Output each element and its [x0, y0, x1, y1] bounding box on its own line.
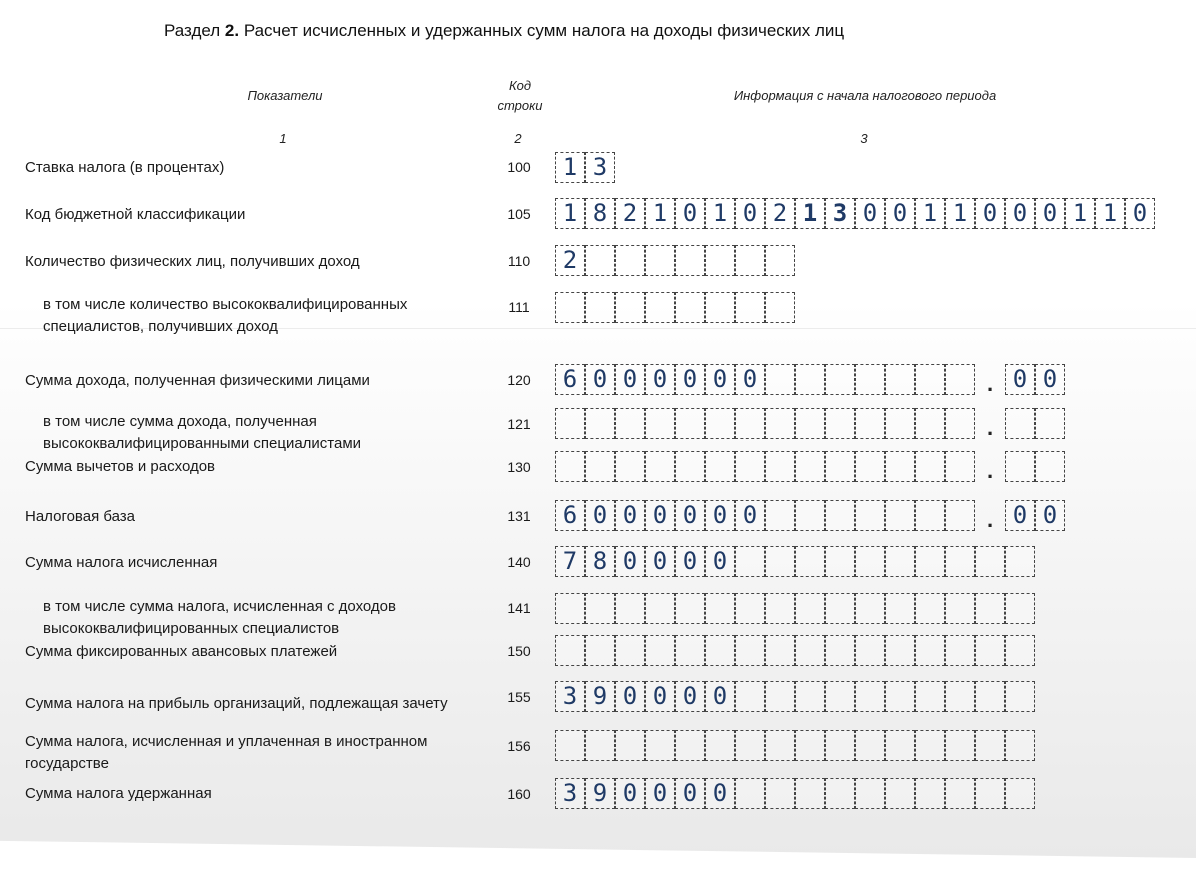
char-cell[interactable] — [1035, 408, 1065, 439]
char-cell[interactable] — [555, 408, 585, 439]
row-code-156: 156 — [507, 738, 531, 754]
char-cell[interactable] — [795, 778, 825, 809]
char-cell[interactable] — [885, 500, 915, 531]
char-cell[interactable] — [825, 546, 855, 577]
row-label-155: Сумма налога на прибыль организаций, подлежащая зачету — [25, 695, 448, 712]
char-cell[interactable]: 0 — [1005, 500, 1035, 531]
char-cell[interactable] — [915, 364, 945, 395]
char-cell[interactable] — [1005, 593, 1035, 624]
char-cell[interactable] — [975, 593, 1005, 624]
char-cell[interactable] — [615, 593, 645, 624]
char-cell[interactable] — [825, 730, 855, 761]
char-cell[interactable] — [765, 730, 795, 761]
char-cell[interactable] — [885, 635, 915, 666]
row-cells-160 — [555, 778, 1035, 809]
char-cell[interactable] — [825, 635, 855, 666]
decimal-point: . — [986, 371, 994, 396]
char-cell[interactable]: 0 — [855, 198, 885, 229]
char-cell[interactable] — [855, 408, 885, 439]
char-cell[interactable]: 0 — [645, 778, 675, 809]
char-cell[interactable] — [795, 451, 825, 482]
char-cell[interactable]: 3 — [555, 681, 585, 712]
char-cell[interactable] — [1005, 778, 1035, 809]
char-cell[interactable] — [915, 635, 945, 666]
char-cell[interactable] — [645, 730, 675, 761]
char-cell[interactable] — [645, 292, 675, 323]
char-cell[interactable] — [705, 245, 735, 276]
char-cell[interactable] — [705, 730, 735, 761]
char-cell[interactable]: 1 — [555, 198, 585, 229]
row-code-140: 140 — [507, 554, 531, 570]
row-code-141: 141 — [507, 600, 531, 616]
row-code-110: 110 — [507, 253, 531, 269]
char-cell[interactable] — [735, 451, 765, 482]
char-cell[interactable] — [825, 778, 855, 809]
char-cell[interactable]: 0 — [645, 546, 675, 577]
char-cell[interactable] — [1005, 635, 1035, 666]
row-code-160: 160 — [507, 786, 531, 802]
char-cell[interactable] — [945, 635, 975, 666]
char-cell[interactable] — [645, 451, 675, 482]
char-cell[interactable] — [585, 408, 615, 439]
char-cell[interactable] — [615, 635, 645, 666]
char-cell[interactable]: 1 — [645, 198, 675, 229]
char-cell[interactable]: 0 — [705, 546, 735, 577]
char-cell[interactable]: 0 — [1035, 500, 1065, 531]
char-cell[interactable]: 6 — [555, 500, 585, 531]
char-cell[interactable] — [855, 546, 885, 577]
char-cell[interactable] — [945, 364, 975, 395]
char-cell[interactable] — [795, 635, 825, 666]
char-cell[interactable] — [585, 292, 615, 323]
char-cell[interactable] — [735, 635, 765, 666]
char-cell[interactable] — [975, 546, 1005, 577]
char-cell[interactable] — [585, 635, 615, 666]
row-label-160: Сумма налога удержанная — [25, 785, 212, 802]
char-cell[interactable]: 0 — [705, 778, 735, 809]
char-cell[interactable]: 0 — [675, 500, 705, 531]
char-cell[interactable] — [735, 778, 765, 809]
char-cell[interactable] — [555, 730, 585, 761]
char-cell[interactable] — [915, 730, 945, 761]
char-cell[interactable] — [735, 546, 765, 577]
char-cell[interactable] — [915, 408, 945, 439]
row-label-131: Налоговая база — [25, 508, 135, 525]
char-cell[interactable] — [765, 292, 795, 323]
header-indicators: Показатели — [247, 88, 323, 103]
decimal-point: . — [986, 507, 994, 532]
char-cell[interactable]: 0 — [1035, 198, 1065, 229]
char-cell[interactable] — [735, 593, 765, 624]
char-cell[interactable] — [735, 408, 765, 439]
decimal-point: . — [986, 458, 994, 483]
char-cell[interactable]: 0 — [615, 364, 645, 395]
header-num-2: 2 — [514, 131, 522, 146]
char-cell[interactable]: 1 — [945, 198, 975, 229]
char-cell[interactable]: 0 — [1035, 364, 1065, 395]
char-cell[interactable] — [885, 546, 915, 577]
row-code-155: 155 — [507, 689, 531, 705]
row-cells-105 — [555, 198, 1155, 229]
row-cells-140 — [555, 546, 1035, 577]
char-cell[interactable] — [765, 245, 795, 276]
char-cell[interactable]: 0 — [615, 681, 645, 712]
char-cell[interactable] — [585, 245, 615, 276]
char-cell[interactable] — [555, 593, 585, 624]
char-cell[interactable]: 8 — [585, 198, 615, 229]
char-cell[interactable]: 3 — [555, 778, 585, 809]
char-cell[interactable] — [915, 778, 945, 809]
char-cell[interactable]: 3 — [825, 198, 855, 229]
char-cell[interactable]: 9 — [585, 681, 615, 712]
char-cell[interactable]: 1 — [1095, 198, 1125, 229]
char-cell[interactable] — [945, 681, 975, 712]
char-cell[interactable]: 7 — [555, 546, 585, 577]
char-cell[interactable]: 0 — [675, 778, 705, 809]
char-cell[interactable] — [705, 635, 735, 666]
char-cell[interactable] — [735, 681, 765, 712]
char-cell[interactable]: 1 — [1065, 198, 1095, 229]
char-cell[interactable] — [855, 364, 885, 395]
char-cell[interactable] — [855, 593, 885, 624]
char-cell[interactable] — [945, 546, 975, 577]
char-cell[interactable] — [825, 408, 855, 439]
char-cell[interactable] — [705, 408, 735, 439]
char-cell[interactable]: 0 — [675, 546, 705, 577]
char-cell[interactable] — [555, 451, 585, 482]
char-cell[interactable] — [615, 245, 645, 276]
row-label-121: в том числе сумма дохода, полученная высококвалифицированными специалистами — [43, 413, 362, 452]
char-cell[interactable] — [705, 593, 735, 624]
row-cells-141 — [555, 593, 1035, 624]
char-cell[interactable] — [855, 635, 885, 666]
row-cells-110 — [555, 245, 795, 276]
char-cell[interactable]: 0 — [885, 198, 915, 229]
row-code-111: 111 — [508, 299, 530, 315]
char-cell[interactable]: 3 — [585, 152, 615, 183]
char-cell[interactable]: 1 — [555, 152, 585, 183]
row-code-130: 130 — [507, 459, 531, 475]
char-cell[interactable] — [765, 500, 795, 531]
char-cell[interactable] — [1005, 546, 1035, 577]
char-cell[interactable] — [915, 451, 945, 482]
char-cell[interactable]: 2 — [615, 198, 645, 229]
char-cell[interactable] — [615, 408, 645, 439]
char-cell[interactable]: 0 — [675, 364, 705, 395]
char-cell[interactable] — [705, 451, 735, 482]
char-cell[interactable] — [825, 593, 855, 624]
row-code-150: 150 — [507, 643, 531, 659]
row-code-121: 121 — [507, 416, 531, 432]
row-cells-111 — [555, 292, 795, 323]
section-title: Раздел 2. Расчет исчисленных и удержанных сумм налога на доходы физических лиц — [164, 21, 845, 40]
row-label-110: Количество физических лиц, получивших доход — [25, 253, 360, 270]
row-label-150: Сумма фиксированных авансовых платежей — [25, 643, 338, 660]
char-cell[interactable] — [645, 245, 675, 276]
row-label-105: Код бюджетной классификации — [25, 206, 246, 223]
char-cell[interactable] — [675, 292, 705, 323]
row-code-120: 120 — [507, 372, 531, 388]
char-cell[interactable] — [945, 593, 975, 624]
char-cell[interactable]: 0 — [675, 198, 705, 229]
char-cell[interactable] — [615, 292, 645, 323]
char-cell[interactable] — [855, 778, 885, 809]
decimal-point: . — [986, 415, 994, 440]
char-cell[interactable] — [915, 546, 945, 577]
char-cell[interactable]: 2 — [765, 198, 795, 229]
char-cell[interactable]: 0 — [615, 546, 645, 577]
char-cell[interactable] — [765, 546, 795, 577]
row-cells-155 — [555, 681, 1035, 712]
char-cell[interactable] — [585, 730, 615, 761]
char-cell[interactable] — [765, 451, 795, 482]
row-cells-120 — [555, 364, 1065, 395]
char-cell[interactable] — [855, 730, 885, 761]
char-cell[interactable] — [945, 778, 975, 809]
char-cell[interactable] — [795, 681, 825, 712]
char-cell[interactable] — [1005, 681, 1035, 712]
char-cell[interactable] — [645, 635, 675, 666]
char-cell[interactable] — [1005, 730, 1035, 761]
char-cell[interactable] — [945, 730, 975, 761]
char-cell[interactable] — [765, 635, 795, 666]
char-cell[interactable]: 8 — [585, 546, 615, 577]
char-cell[interactable]: 0 — [645, 364, 675, 395]
row-cells-121 — [555, 408, 1065, 439]
char-cell[interactable] — [885, 364, 915, 395]
char-cell[interactable] — [915, 681, 945, 712]
char-cell[interactable] — [765, 593, 795, 624]
char-cell[interactable]: 0 — [705, 681, 735, 712]
char-cell[interactable]: 0 — [645, 681, 675, 712]
char-cell[interactable]: 0 — [675, 681, 705, 712]
header-code-line2: строки — [497, 98, 543, 113]
char-cell[interactable] — [1035, 451, 1065, 482]
char-cell[interactable] — [735, 245, 765, 276]
char-cell[interactable] — [855, 500, 885, 531]
char-cell[interactable]: 0 — [735, 500, 765, 531]
char-cell[interactable] — [885, 681, 915, 712]
char-cell[interactable] — [615, 730, 645, 761]
char-cell[interactable] — [975, 681, 1005, 712]
char-cell[interactable] — [945, 500, 975, 531]
char-cell[interactable]: 0 — [1005, 198, 1035, 229]
char-cell[interactable]: 0 — [1125, 198, 1155, 229]
char-cell[interactable] — [885, 408, 915, 439]
char-cell[interactable] — [645, 593, 675, 624]
char-cell[interactable] — [675, 451, 705, 482]
row-cells-131 — [555, 500, 1065, 531]
char-cell[interactable] — [975, 635, 1005, 666]
char-cell[interactable] — [885, 593, 915, 624]
char-cell[interactable] — [885, 451, 915, 482]
row-code-100: 100 — [507, 159, 531, 175]
row-label-111: в том числе количество высококвалифицированных специалистов, получивших доход — [43, 296, 408, 335]
char-cell[interactable]: 0 — [615, 778, 645, 809]
char-cell[interactable] — [765, 778, 795, 809]
char-cell[interactable] — [645, 408, 675, 439]
header-num-1: 1 — [279, 131, 287, 146]
char-cell[interactable] — [675, 635, 705, 666]
char-cell[interactable]: 0 — [975, 198, 1005, 229]
row-label-156: Сумма налога, исчисленная и уплаченная в иностранном государстве — [25, 733, 428, 772]
char-cell[interactable] — [735, 292, 765, 323]
char-cell[interactable] — [1005, 408, 1035, 439]
row-cells-156 — [555, 730, 1035, 761]
row-code-131: 131 — [507, 508, 531, 524]
char-cell[interactable]: 0 — [705, 364, 735, 395]
char-cell[interactable] — [945, 408, 975, 439]
char-cell[interactable] — [915, 500, 945, 531]
row-label-140: Сумма налога исчисленная — [25, 554, 218, 571]
char-cell[interactable] — [735, 730, 765, 761]
char-cell[interactable]: 0 — [585, 364, 615, 395]
char-cell[interactable] — [795, 500, 825, 531]
char-cell[interactable] — [705, 292, 735, 323]
char-cell[interactable]: 9 — [585, 778, 615, 809]
char-cell[interactable] — [765, 408, 795, 439]
char-cell[interactable] — [825, 364, 855, 395]
char-cell[interactable]: 2 — [555, 245, 585, 276]
char-cell[interactable] — [765, 681, 795, 712]
char-cell[interactable]: 0 — [585, 500, 615, 531]
char-cell[interactable] — [675, 245, 705, 276]
char-cell[interactable] — [855, 451, 885, 482]
char-cell[interactable] — [855, 681, 885, 712]
char-cell[interactable] — [1005, 451, 1035, 482]
char-cell[interactable]: 0 — [615, 500, 645, 531]
row-label-141: в том числе сумма налога, исчисленная с доходов высококвалифицированных специалистов — [43, 598, 396, 637]
char-cell[interactable] — [975, 778, 1005, 809]
char-cell[interactable] — [615, 451, 645, 482]
char-cell[interactable] — [675, 730, 705, 761]
row-cells-100 — [555, 152, 615, 183]
char-cell[interactable] — [765, 364, 795, 395]
char-cell[interactable]: 0 — [1005, 364, 1035, 395]
char-cell[interactable]: 0 — [645, 500, 675, 531]
char-cell[interactable]: 1 — [915, 198, 945, 229]
header-num-3: 3 — [860, 131, 868, 146]
char-cell[interactable]: 1 — [705, 198, 735, 229]
char-cell[interactable] — [795, 730, 825, 761]
header-info: Информация с начала налогового периода — [733, 88, 997, 103]
char-cell[interactable] — [825, 681, 855, 712]
char-cell[interactable] — [795, 593, 825, 624]
row-cells-150 — [555, 635, 1035, 666]
char-cell[interactable] — [825, 500, 855, 531]
char-cell[interactable]: 6 — [555, 364, 585, 395]
row-code-105: 105 — [507, 206, 531, 222]
char-cell[interactable]: 0 — [735, 364, 765, 395]
char-cell[interactable] — [885, 730, 915, 761]
header-code-line1: Код — [508, 78, 532, 93]
char-cell[interactable] — [555, 292, 585, 323]
row-cells-130 — [555, 451, 1065, 482]
char-cell[interactable] — [675, 408, 705, 439]
char-cell[interactable] — [915, 593, 945, 624]
char-cell[interactable] — [585, 451, 615, 482]
char-cell[interactable] — [795, 546, 825, 577]
char-cell[interactable] — [795, 364, 825, 395]
row-label-120: Сумма дохода, полученная физическими лицами — [25, 372, 370, 389]
char-cell[interactable] — [675, 593, 705, 624]
char-cell[interactable] — [795, 408, 825, 439]
char-cell[interactable] — [945, 451, 975, 482]
char-cell[interactable]: 1 — [795, 198, 825, 229]
row-label-130: Сумма вычетов и расходов — [25, 458, 216, 475]
char-cell[interactable] — [825, 451, 855, 482]
char-cell[interactable]: 0 — [735, 198, 765, 229]
char-cell[interactable] — [555, 635, 585, 666]
char-cell[interactable]: 0 — [705, 500, 735, 531]
char-cell[interactable] — [585, 593, 615, 624]
row-label-100: Ставка налога (в процентах) — [25, 159, 225, 176]
char-cell[interactable] — [975, 730, 1005, 761]
char-cell[interactable] — [885, 778, 915, 809]
